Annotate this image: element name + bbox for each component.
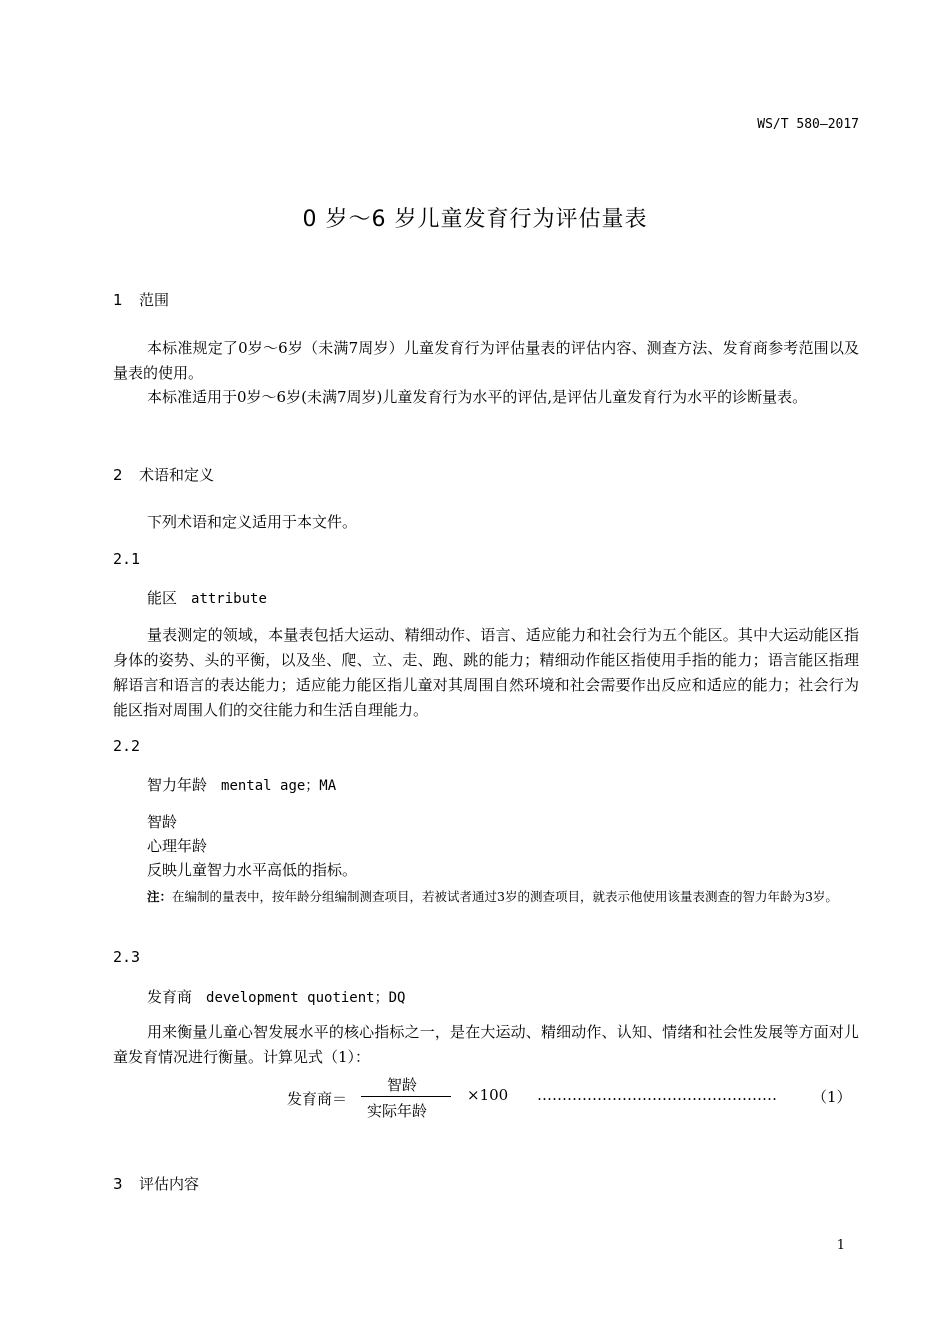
scope-paragraph-1: 本标准规定了0岁～6岁（未满7周岁）儿童发育行为评估量表的评估内容、测查方法、发育商参考范围以及量表的使用。 xyxy=(113,339,859,382)
term-cn: 发育商 xyxy=(147,988,193,1006)
clause-2-2-number: 2.2 xyxy=(113,737,141,755)
section-number: 3 xyxy=(113,1175,123,1193)
document-title: 0 岁～6 岁儿童发育行为评估量表 xyxy=(302,207,648,232)
note-text: 在编制的量表中，按年龄分组编制测查项目，若被试者通过3岁的测查项目，就表示他使用该量表测查的智力年龄为3岁。 xyxy=(172,889,838,904)
definition-development-quotient: 用来衡量儿童心智发展水平的核心指标之一，是在大运动、精细动作、认知、情绪和社会性发展等方面对儿童发育情况进行衡量。计算见式（1）： xyxy=(113,1023,859,1066)
clause-2-1-number: 2.1 xyxy=(113,550,141,568)
page-number: 1 xyxy=(836,1238,845,1253)
section-title: 范围 xyxy=(139,291,170,309)
term-cn: 能区 xyxy=(147,589,178,607)
formula-multiplier: ×100 xyxy=(467,1086,509,1104)
term-en: mental age；MA xyxy=(221,778,337,794)
synonym-2: 心理年龄 xyxy=(147,837,208,855)
formula-denominator: 实际年龄 xyxy=(367,1102,428,1120)
term-en: development quotient；DQ xyxy=(206,990,406,1006)
standard-code: WS/T 580—2017 xyxy=(757,117,859,132)
clause-2-3-number: 2.3 xyxy=(113,948,141,966)
term-mental-age xyxy=(147,774,336,795)
formula-leader-dots: ………………………………………… xyxy=(537,1086,777,1104)
formula-equation-number: （1） xyxy=(812,1088,852,1106)
definition-attribute: 量表测定的领域，本量表包括大运动、精细动作、语言、适应能力和社会行为五个能区。其中大运动能区指身体的姿势、头的平衡，以及坐、爬、立、走、跑、跳的能力；精细动作能区指使用手指的能力；语言能区指理解语言和语言的表达能力；适应能力能区指儿童对其周围自然环境和社会需要作出反应和适应的能力；社会行为能区指对周围人们的交往能力和生活自理能力。 xyxy=(113,626,859,719)
section-2-heading xyxy=(113,464,214,485)
section-3-heading xyxy=(113,1173,199,1194)
section-1-heading xyxy=(113,289,169,310)
term-cn: 智力年龄 xyxy=(147,776,208,794)
section-title: 评估内容 xyxy=(139,1175,200,1193)
section-number: 2 xyxy=(113,466,123,484)
terms-intro: 下列术语和定义适用于本文件。 xyxy=(147,513,358,531)
formula-lhs: 发育商＝ xyxy=(287,1090,348,1108)
term-en: attribute xyxy=(191,591,267,607)
section-number: 1 xyxy=(113,291,123,309)
fraction-bar xyxy=(361,1096,451,1097)
note-mental-age xyxy=(113,884,859,909)
definition-mental-age: 反映儿童智力水平高低的指标。 xyxy=(147,861,358,879)
section-title: 术语和定义 xyxy=(139,466,215,484)
note-label: 注： xyxy=(147,889,173,904)
term-development-quotient xyxy=(147,986,405,1007)
synonym-1: 智龄 xyxy=(147,813,178,831)
formula-dq xyxy=(287,1074,867,1124)
term-attribute xyxy=(147,587,267,608)
scope-paragraph-2: 本标准适用于0岁～6岁(未满7周岁)儿童发育行为水平的评估,是评估儿童发育行为水平的诊断量表。 xyxy=(147,388,808,406)
formula-numerator: 智龄 xyxy=(387,1076,418,1094)
